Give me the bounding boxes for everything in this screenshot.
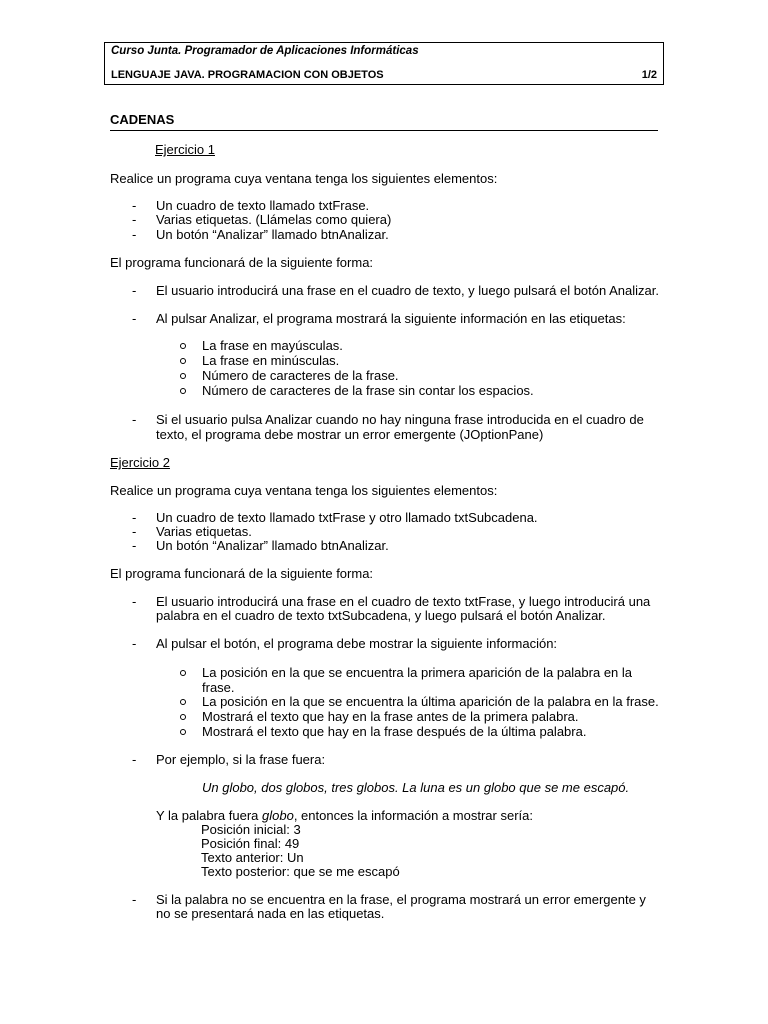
result-line: Texto posterior: que se me escapó — [201, 864, 400, 879]
circle-bullet-icon — [180, 373, 186, 379]
dash-bullet: - — [132, 892, 137, 907]
list-item: Número de caracteres de la frase sin contar los espacios. — [202, 383, 534, 398]
list-item: La posición en la que se encuentra la primera aparición de la palabra en la — [202, 665, 633, 680]
list-item: Al pulsar Analizar, el programa mostrará la siguiente información en las etiquetas: — [156, 311, 626, 326]
circle-bullet-icon — [180, 670, 186, 676]
list-item: Si la palabra no se encuentra en la frase, el programa mostrará un error emergente y — [156, 892, 646, 907]
list-item: La frase en minúsculas. — [202, 353, 340, 368]
exercise-1-intro: Realice un programa cuya ventana tenga los siguientes elementos: — [110, 171, 498, 186]
example-pre: Y la palabra fuera — [156, 808, 262, 823]
dash-bullet: - — [132, 212, 137, 227]
exercise-2-intro: Realice un programa cuya ventana tenga los siguientes elementos: — [110, 483, 498, 498]
list-item: Varias etiquetas. — [156, 524, 252, 539]
list-item-continuation: frase. — [202, 680, 235, 695]
page-header — [104, 42, 664, 85]
dash-bullet: - — [132, 198, 137, 213]
course-title: Curso Junta. Programador de Aplicaciones Informáticas — [111, 45, 419, 57]
list-item: El usuario introducirá una frase en el cuadro de texto txtFrase, y luego introducirá una — [156, 594, 651, 609]
exercise-1-how: El programa funcionará de la siguiente forma: — [110, 255, 374, 270]
list-item-continuation: texto, el programa debe mostrar un error emergente (JOptionPane) — [156, 427, 544, 442]
exercise-1-title: Ejercicio 1 — [155, 142, 215, 157]
list-item: La frase en mayúsculas. — [202, 338, 343, 353]
list-item: Número de caracteres de la frase. — [202, 368, 399, 383]
dash-bullet: - — [132, 752, 137, 767]
circle-bullet-icon — [180, 358, 186, 364]
dash-bullet: - — [132, 594, 137, 609]
list-item: Por ejemplo, si la frase fuera: — [156, 752, 326, 767]
list-item: Un botón “Analizar” llamado btnAnalizar. — [156, 227, 389, 242]
dash-bullet: - — [132, 510, 137, 525]
result-line: Texto anterior: Un — [201, 850, 304, 865]
circle-bullet-icon — [180, 388, 186, 394]
result-line: Posición inicial: 3 — [201, 822, 301, 837]
result-line: Posición final: 49 — [201, 836, 300, 851]
circle-bullet-icon — [180, 729, 186, 735]
list-item: La posición en la que se encuentra la última aparición de la palabra en la frase. — [202, 694, 659, 709]
list-item: El usuario introducirá una frase en el cuadro de texto, y luego pulsará el botón Analizar. — [156, 283, 659, 298]
dash-bullet: - — [132, 311, 137, 326]
exercise-2-how: El programa funcionará de la siguiente forma: — [110, 566, 374, 581]
list-item-continuation: no se presentará nada en las etiquetas. — [156, 906, 385, 921]
circle-bullet-icon — [180, 714, 186, 720]
section-title: CADENAS — [110, 112, 658, 131]
example-post: , entonces la información a mostrar sería: — [293, 808, 533, 823]
exercise-2-title: Ejercicio 2 — [110, 455, 170, 470]
example-phrase: Un globo, dos globos, tres globos. La luna es un globo que se me escapó. — [202, 780, 630, 795]
dash-bullet: - — [132, 412, 137, 427]
list-item: Al pulsar el botón, el programa debe mostrar la siguiente información: — [156, 636, 558, 651]
dash-bullet: - — [132, 636, 137, 651]
list-item: Mostrará el texto que hay en la frase después de la última palabra. — [202, 724, 587, 739]
dash-bullet: - — [132, 538, 137, 553]
list-item: Un botón “Analizar” llamado btnAnalizar. — [156, 538, 389, 553]
dash-bullet: - — [132, 524, 137, 539]
list-item: Mostrará el texto que hay en la frase antes de la primera palabra. — [202, 709, 579, 724]
page-number: 1/2 — [641, 69, 657, 81]
list-item: Un cuadro de texto llamado txtFrase. — [156, 198, 370, 213]
circle-bullet-icon — [180, 343, 186, 349]
circle-bullet-icon — [180, 699, 186, 705]
example-word: globo — [262, 808, 294, 823]
dash-bullet: - — [132, 283, 137, 298]
dash-bullet: - — [132, 227, 137, 242]
list-item: Un cuadro de texto llamado txtFrase y otro llamado txtSubcadena. — [156, 510, 538, 525]
list-item-continuation: palabra en el cuadro de texto txtSubcadena, y luego pulsará el botón Analizar. — [156, 608, 606, 623]
example-explanation — [156, 809, 533, 823]
subject-title: LENGUAJE JAVA. PROGRAMACION CON OBJETOS — [111, 69, 384, 81]
list-item: Varias etiquetas. (Llámelas como quiera) — [156, 212, 392, 227]
list-item: Si el usuario pulsa Analizar cuando no hay ninguna frase introducida en el cuadro de — [156, 412, 644, 427]
